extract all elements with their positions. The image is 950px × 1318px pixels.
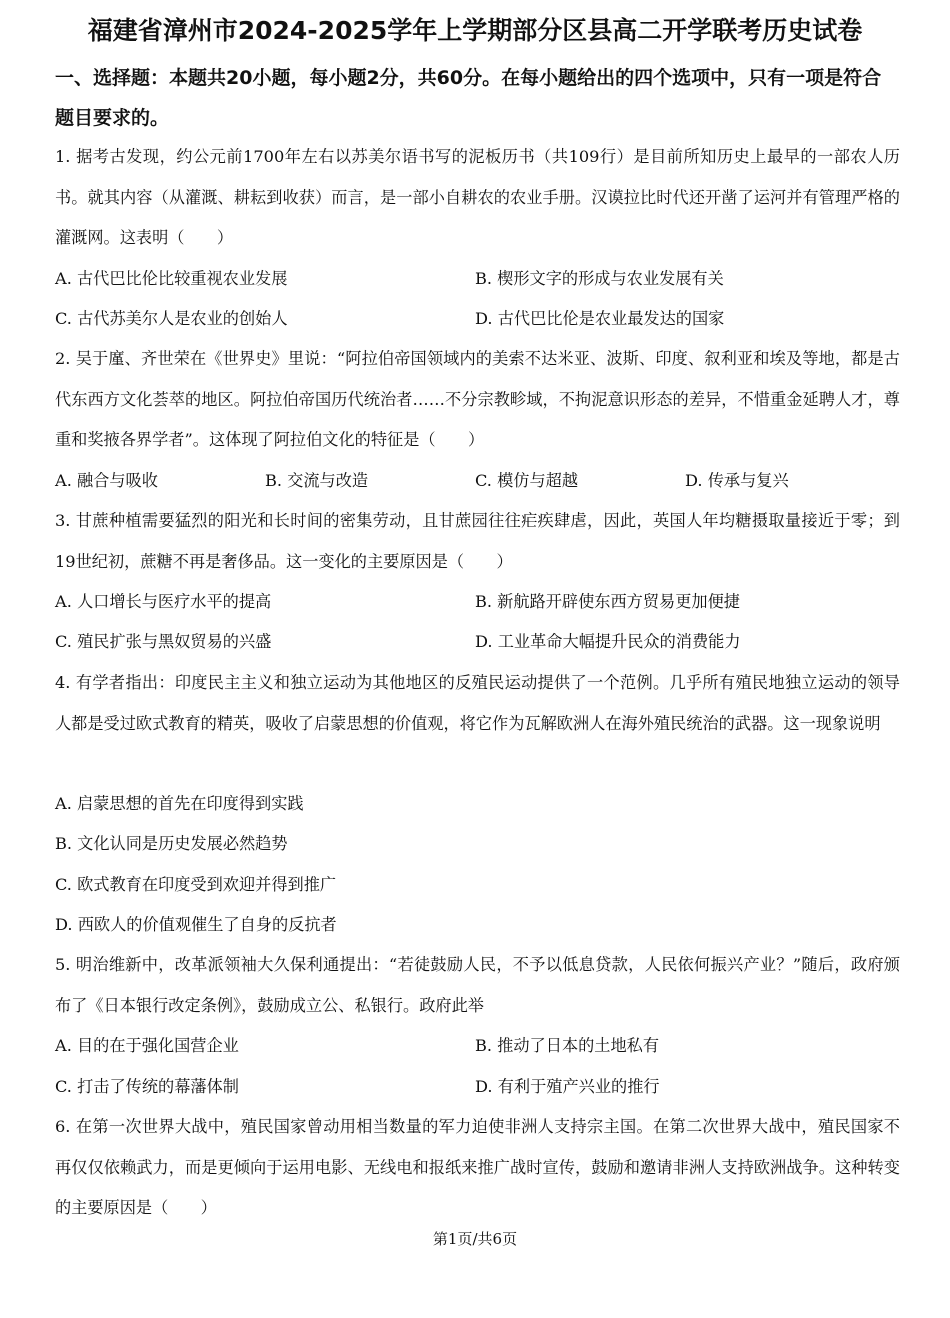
- question-5-option-a[interactable]: A. 目的在于强化国营企业: [55, 1036, 239, 1055]
- question-3-stem: 3. 甘蔗种植需要猛烈的阳光和长时间的密集劳动，且甘蔗园往往疟疾肆虐，因此，英国人年均糖摄取量接近于零；到19世纪初，蔗糖不再是奢侈品。这一变化的主要原因是（ ）: [55, 511, 900, 571]
- question-1-stem: 1. 据考古发现，约公元前1700年左右以苏美尔语书写的泥板历书（共109行）是目前所知历史上最早的一部农人历书。就其内容（从灌溉、耕耘到收获）而言，是一部小自耕农的农业手册。汉谟拉比时代还开凿了运河并有管理严格的灌溉网。这表明（ ）: [55, 147, 900, 247]
- question-4-option-d[interactable]: D. 西欧人的价值观催生了自身的反抗者: [55, 915, 337, 934]
- question-3-option-d[interactable]: D. 工业革命大幅提升民众的消费能力: [475, 632, 741, 651]
- question-1-option-d[interactable]: D. 古代巴比伦是农业最发达的国家: [475, 309, 725, 328]
- page-number: 第1页/共6页: [432, 1230, 518, 1248]
- question-5-stem: 5. 明治维新中，改革派领袖大久保利通提出：“若徒鼓励人民，不予以低息贷款，人民依何振兴产业？”随后，政府颁布了《日本银行改定条例》，鼓励成立公、私银行。政府此举: [55, 955, 900, 1015]
- question-1-option-b[interactable]: B. 楔形文字的形成与农业发展有关: [475, 269, 724, 288]
- question-1-option-a[interactable]: A. 古代巴比伦比较重视农业发展: [55, 269, 288, 288]
- question-5-option-c[interactable]: C. 打击了传统的幕藩体制: [55, 1077, 239, 1096]
- question-3-option-c[interactable]: C. 殖民扩张与黑奴贸易的兴盛: [55, 632, 272, 651]
- question-6-stem: 6. 在第一次世界大战中，殖民国家曾动用相当数量的军力迫使非洲人支持宗主国。在第二次世界大战中，殖民国家不再仅仅依赖武力，而是更倾向于运用电影、无线电和报纸来推广战时宣传，鼓励和邀请非洲人支持欧洲战争。这种转变的主要原因是（ ）: [55, 1117, 900, 1217]
- question-2-option-d[interactable]: D. 传承与复兴: [685, 471, 789, 490]
- question-5-option-d[interactable]: D. 有利于殖产兴业的推行: [475, 1077, 660, 1096]
- question-1-option-c[interactable]: C. 古代苏美尔人是农业的创始人: [55, 309, 288, 328]
- page-title: 福建省漳州市2024-2025学年上学期部分区县高二开学联考历史试卷: [87, 16, 863, 45]
- question-2-option-c[interactable]: C. 模仿与超越: [475, 471, 579, 490]
- section-heading: 一、选择题：本题共20小题，每小题2分，共60分。在每小题给出的四个选项中，只有一项是符合题目要求的。: [55, 67, 882, 129]
- question-4-option-c[interactable]: C. 欧式教育在印度受到欢迎并得到推广: [55, 875, 337, 894]
- question-4-option-a[interactable]: A. 启蒙思想的首先在印度得到实践: [55, 794, 304, 813]
- question-3-option-a[interactable]: A. 人口增长与医疗水平的提高: [55, 592, 272, 611]
- question-2-option-a[interactable]: A. 融合与吸收: [55, 471, 158, 490]
- question-4-stem: 4. 有学者指出：印度民主主义和独立运动为其他地区的反殖民运动提供了一个范例。几乎所有殖民地独立运动的领导人都是受过欧式教育的精英，吸收了启蒙思想的价值观，将它作为瓦解欧洲人在海外殖民统治的武器。这一现象说明: [55, 673, 900, 733]
- question-3-option-b[interactable]: B. 新航路开辟使东西方贸易更加便捷: [475, 592, 740, 611]
- question-5-option-b[interactable]: B. 推动了日本的土地私有: [475, 1036, 660, 1055]
- question-4-option-b[interactable]: B. 文化认同是历史发展必然趋势: [55, 834, 288, 853]
- question-2-option-b[interactable]: B. 交流与改造: [265, 471, 369, 490]
- question-2-stem: 2. 吴于廑、齐世荣在《世界史》里说：“阿拉伯帝国领域内的美索不达米亚、波斯、印度、叙利亚和埃及等地，都是古代东西方文化荟萃的地区。阿拉伯帝国历代统治者……不分宗教畛域，不拘泥意识形态的差异，不惜重金延聘人才，尊重和奖掖各界学者”。这体现了阿拉伯文化的特征是（ ）: [55, 349, 900, 449]
